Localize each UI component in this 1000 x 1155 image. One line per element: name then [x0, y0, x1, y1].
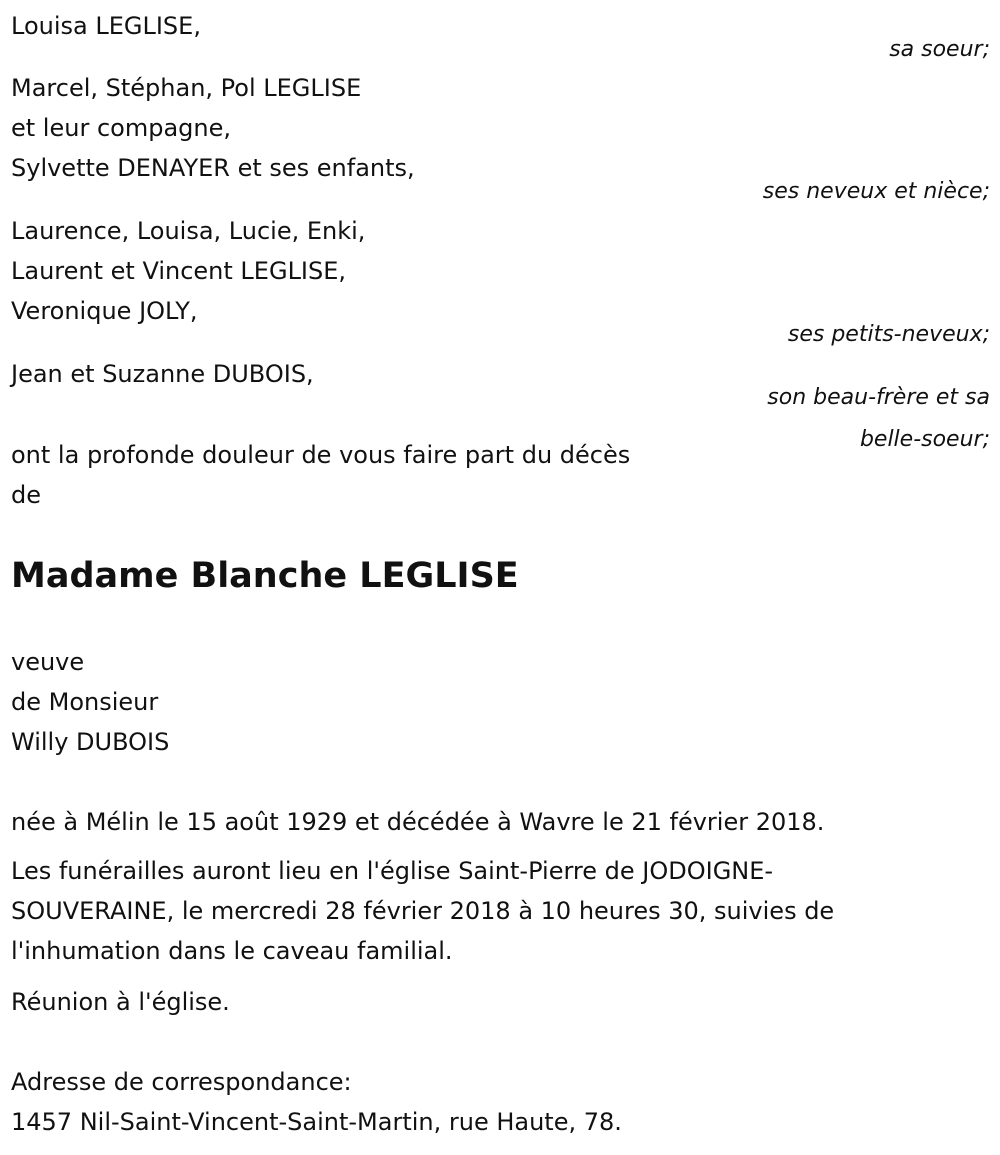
- funeral-line: SOUVERAINE, le mercredi 28 février 2018 à 10 heures 30, suivies de: [11, 897, 835, 925]
- funeral-line: l'inhumation dans le caveau familial.: [11, 937, 453, 965]
- relation-label: son beau-frère et sa: [767, 385, 990, 410]
- family-member-line: et leur compagne,: [11, 114, 231, 142]
- family-member-line: Louisa LEGLISE,: [11, 12, 201, 40]
- address-label: Adresse de correspondance:: [11, 1068, 352, 1096]
- widow-line: veuve: [11, 648, 85, 676]
- family-member-line: Laurent et Vincent LEGLISE,: [11, 257, 347, 285]
- family-member-line: Sylvette DENAYER et ses enfants,: [11, 154, 415, 182]
- address-value: 1457 Nil-Saint-Vincent-Saint-Martin, rue Haute, 78.: [11, 1108, 622, 1136]
- birth-death-line: née à Mélin le 15 août 1929 et décédée à Wavre le 21 février 2018.: [11, 808, 825, 836]
- relation-label: ses petits-neveux;: [787, 322, 990, 347]
- family-member-line: Laurence, Louisa, Lucie, Enki,: [11, 217, 366, 245]
- funeral-line: Les funérailles auront lieu en l'église Saint-Pierre de JODOIGNE-: [11, 857, 774, 885]
- family-member-line: Marcel, Stéphan, Pol LEGLISE: [11, 74, 362, 102]
- family-member-line: Jean et Suzanne DUBOIS,: [11, 360, 314, 388]
- reunion-line: Réunion à l'église.: [11, 988, 230, 1016]
- relation-label: ses neveux et nièce;: [762, 179, 990, 204]
- announcement-line: de: [11, 481, 41, 509]
- announcement-line: ont la profonde douleur de vous faire part du décès: [11, 441, 631, 469]
- deceased-name: Madame Blanche LEGLISE: [11, 556, 519, 596]
- widow-line: de Monsieur: [11, 688, 159, 716]
- relation-label: belle-soeur;: [859, 427, 990, 452]
- family-member-line: Veronique JOLY,: [11, 297, 198, 325]
- relation-label: sa soeur;: [889, 37, 990, 62]
- widow-line: Willy DUBOIS: [11, 728, 170, 756]
